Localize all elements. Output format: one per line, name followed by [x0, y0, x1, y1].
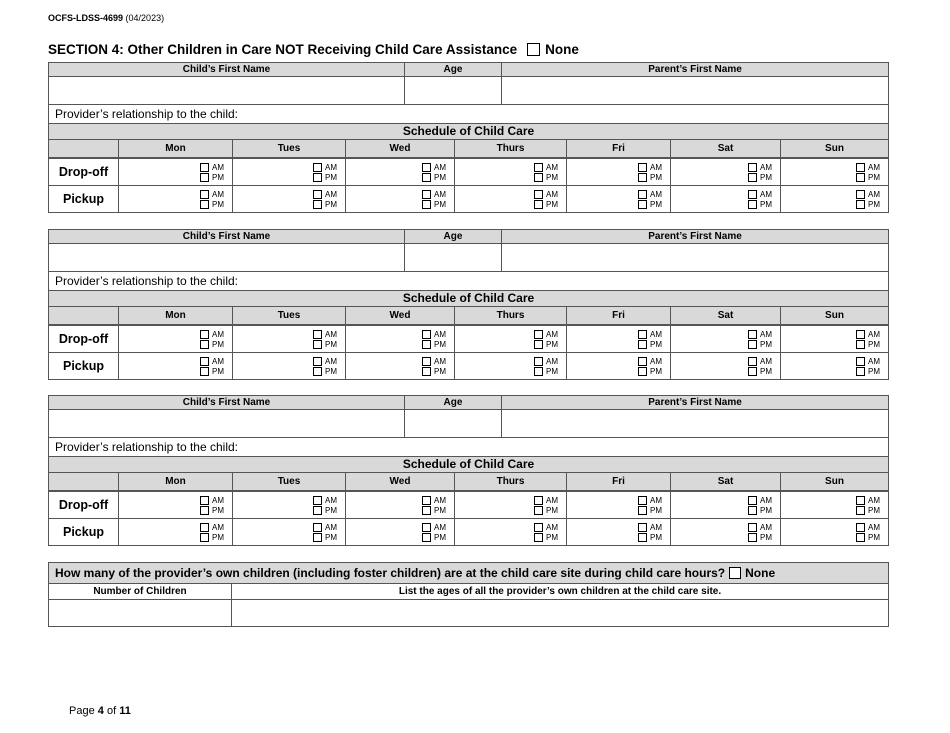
- relationship-field[interactable]: Provider’s relationship to the child:: [49, 272, 888, 291]
- day-header-sat: Sat: [671, 307, 781, 324]
- section-title: SECTION 4: Other Children in Care NOT Receiving Child Care Assistance None: [48, 42, 579, 57]
- relationship-field[interactable]: Provider’s relationship to the child:: [49, 438, 888, 457]
- dropoff-sun-am-checkbox[interactable]: [856, 496, 865, 505]
- age-header: Age: [405, 230, 502, 243]
- pickup-wed-cell: AM PM: [346, 186, 455, 212]
- day-header-wed: Wed: [346, 140, 455, 157]
- dropoff-fri-pm-checkbox[interactable]: [638, 340, 647, 349]
- pickup-mon-pm-checkbox[interactable]: [200, 367, 209, 376]
- parent-first-name-input[interactable]: [502, 77, 888, 104]
- dropoff-label: Drop-off: [49, 159, 119, 185]
- day-header-blank: [49, 307, 119, 324]
- relationship-field[interactable]: Provider’s relationship to the child:: [49, 105, 888, 124]
- day-header-thurs: Thurs: [455, 140, 567, 157]
- dropoff-tues-pm-checkbox[interactable]: [313, 506, 322, 515]
- pickup-thurs-cell: AM PM: [455, 186, 567, 212]
- pickup-label: Pickup: [49, 353, 119, 379]
- pickup-thurs-am-checkbox[interactable]: [534, 357, 543, 366]
- dropoff-fri-am-checkbox[interactable]: [638, 496, 647, 505]
- dropoff-tues-am-checkbox[interactable]: [313, 330, 322, 339]
- dropoff-tues-cell: AM PM: [233, 326, 346, 352]
- ages-input[interactable]: [232, 600, 888, 626]
- child-first-name-input[interactable]: [49, 244, 405, 271]
- pickup-label: Pickup: [49, 186, 119, 212]
- pickup-sat-pm-checkbox[interactable]: [748, 367, 757, 376]
- pickup-mon-cell: AM PM: [119, 186, 233, 212]
- dropoff-label: Drop-off: [49, 326, 119, 352]
- dropoff-sun-cell: AM PM: [781, 492, 888, 518]
- dropoff-tues-am-checkbox[interactable]: [313, 496, 322, 505]
- pickup-mon-pm-checkbox[interactable]: [200, 533, 209, 542]
- day-header-sat: Sat: [671, 473, 781, 490]
- pickup-thurs-pm-checkbox[interactable]: [534, 200, 543, 209]
- dropoff-sat-am-checkbox[interactable]: [748, 496, 757, 505]
- dropoff-thurs-am-checkbox[interactable]: [534, 330, 543, 339]
- pickup-sun-pm-checkbox[interactable]: [856, 367, 865, 376]
- pickup-sun-cell: AM PM: [781, 353, 888, 379]
- pickup-tues-cell: AM PM: [233, 353, 346, 379]
- pickup-sun-cell: AM PM: [781, 519, 888, 545]
- day-header-mon: Mon: [119, 473, 233, 490]
- child-first-name-input[interactable]: [49, 410, 405, 437]
- pickup-sun-pm-checkbox[interactable]: [856, 533, 865, 542]
- day-header-wed: Wed: [346, 307, 455, 324]
- pickup-fri-cell: AM PM: [567, 353, 671, 379]
- age-input[interactable]: [405, 244, 502, 271]
- dropoff-sat-am-checkbox[interactable]: [748, 163, 757, 172]
- pickup-label: Pickup: [49, 519, 119, 545]
- number-of-children-header: Number of Children: [49, 584, 232, 599]
- dropoff-fri-cell: AM PM: [567, 159, 671, 185]
- child-first-name-header: Child’s First Name: [49, 230, 405, 243]
- dropoff-fri-cell: AM PM: [567, 326, 671, 352]
- pickup-wed-am-checkbox[interactable]: [422, 523, 431, 532]
- child-block-3: [48, 395, 889, 546]
- day-header-wed: Wed: [346, 473, 455, 490]
- pickup-mon-cell: AM PM: [119, 519, 233, 545]
- pickup-wed-pm-checkbox[interactable]: [422, 200, 431, 209]
- pickup-tues-cell: AM PM: [233, 519, 346, 545]
- pickup-tues-am-checkbox[interactable]: [313, 190, 322, 199]
- pickup-wed-pm-checkbox[interactable]: [422, 367, 431, 376]
- day-header-mon: Mon: [119, 307, 233, 324]
- dropoff-thurs-am-checkbox[interactable]: [534, 496, 543, 505]
- dropoff-mon-am-checkbox[interactable]: [200, 330, 209, 339]
- day-header-sun: Sun: [825, 476, 844, 487]
- dropoff-sat-cell: AM PM: [671, 326, 781, 352]
- pickup-tues-am-checkbox[interactable]: [313, 523, 322, 532]
- child-first-name-input[interactable]: [49, 77, 405, 104]
- age-header: Age: [405, 63, 502, 76]
- day-header-tues: Tues: [233, 307, 346, 324]
- number-of-children-input[interactable]: [49, 600, 232, 626]
- dropoff-wed-cell: AM PM: [346, 492, 455, 518]
- dropoff-thurs-pm-checkbox[interactable]: [534, 340, 543, 349]
- page-number: Page 4 of 11: [69, 705, 131, 717]
- day-header-mon: Mon: [119, 140, 233, 157]
- pickup-sat-pm-checkbox[interactable]: [748, 533, 757, 542]
- dropoff-tues-pm-checkbox[interactable]: [313, 173, 322, 182]
- dropoff-wed-am-checkbox[interactable]: [422, 496, 431, 505]
- dropoff-tues-cell: AM PM: [233, 492, 346, 518]
- dropoff-wed-cell: AM PM: [346, 326, 455, 352]
- pickup-sat-am-checkbox[interactable]: [748, 523, 757, 532]
- schedule-title: Schedule of Child Care: [49, 124, 888, 140]
- pickup-thurs-pm-checkbox[interactable]: [534, 367, 543, 376]
- pickup-sun-pm-checkbox[interactable]: [856, 200, 865, 209]
- pickup-fri-am-checkbox[interactable]: [638, 357, 647, 366]
- pickup-thurs-cell: AM PM: [455, 353, 567, 379]
- day-header-sun: Sun: [825, 143, 844, 154]
- dropoff-sun-pm-checkbox[interactable]: [856, 173, 865, 182]
- dropoff-wed-pm-checkbox[interactable]: [422, 173, 431, 182]
- pickup-sun-am-checkbox[interactable]: [856, 190, 865, 199]
- dropoff-wed-am-checkbox[interactable]: [422, 163, 431, 172]
- day-header-blank: [49, 473, 119, 490]
- dropoff-sun-cell: AM PM: [781, 159, 888, 185]
- day-header-fri: Fri: [567, 473, 671, 490]
- dropoff-mon-cell: AM PM: [119, 326, 233, 352]
- dropoff-thurs-pm-checkbox[interactable]: [534, 506, 543, 515]
- pickup-tues-cell: AM PM: [233, 186, 346, 212]
- age-input[interactable]: [405, 410, 502, 437]
- day-header-sat: Sat: [671, 140, 781, 157]
- schedule-title: Schedule of Child Care: [49, 291, 888, 307]
- dropoff-mon-am-checkbox[interactable]: [200, 496, 209, 505]
- age-header: Age: [405, 396, 502, 409]
- pickup-mon-am-checkbox[interactable]: [200, 357, 209, 366]
- pickup-mon-am-checkbox[interactable]: [200, 190, 209, 199]
- dropoff-sun-cell: AM PM: [781, 326, 888, 352]
- dropoff-tues-am-checkbox[interactable]: [313, 163, 322, 172]
- dropoff-fri-am-checkbox[interactable]: [638, 163, 647, 172]
- dropoff-sat-pm-checkbox[interactable]: [748, 340, 757, 349]
- own-children-table: [48, 562, 889, 627]
- dropoff-fri-pm-checkbox[interactable]: [638, 506, 647, 515]
- child-block-2: [48, 229, 889, 380]
- pickup-tues-am-checkbox[interactable]: [313, 357, 322, 366]
- dropoff-wed-am-checkbox[interactable]: [422, 330, 431, 339]
- dropoff-fri-cell: AM PM: [567, 492, 671, 518]
- pickup-wed-cell: AM PM: [346, 353, 455, 379]
- ages-header: List the ages of all the provider’s own children at the child care site.: [398, 586, 722, 597]
- pickup-fri-cell: AM PM: [567, 186, 671, 212]
- dropoff-fri-am-checkbox[interactable]: [638, 330, 647, 339]
- dropoff-mon-cell: AM PM: [119, 492, 233, 518]
- pickup-fri-pm-checkbox[interactable]: [638, 367, 647, 376]
- pickup-sun-am-checkbox[interactable]: [856, 523, 865, 532]
- pickup-mon-am-checkbox[interactable]: [200, 523, 209, 532]
- pickup-fri-am-checkbox[interactable]: [638, 523, 647, 532]
- dropoff-label: Drop-off: [49, 492, 119, 518]
- day-header-blank: [49, 140, 119, 157]
- day-header-fri: Fri: [567, 140, 671, 157]
- pickup-thurs-cell: AM PM: [455, 519, 567, 545]
- schedule-title: Schedule of Child Care: [49, 457, 888, 473]
- dropoff-tues-cell: AM PM: [233, 159, 346, 185]
- child-block-1: [48, 62, 889, 213]
- child-first-name-header: Child’s First Name: [49, 396, 405, 409]
- dropoff-mon-pm-checkbox[interactable]: [200, 506, 209, 515]
- dropoff-sun-am-checkbox[interactable]: [856, 163, 865, 172]
- pickup-thurs-am-checkbox[interactable]: [534, 190, 543, 199]
- pickup-thurs-am-checkbox[interactable]: [534, 523, 543, 532]
- pickup-wed-am-checkbox[interactable]: [422, 357, 431, 366]
- pickup-tues-pm-checkbox[interactable]: [313, 200, 322, 209]
- pickup-sat-cell: AM PM: [671, 186, 781, 212]
- dropoff-mon-am-checkbox[interactable]: [200, 163, 209, 172]
- parent-first-name-header: Parent’s First Name: [648, 64, 742, 75]
- dropoff-wed-pm-checkbox[interactable]: [422, 340, 431, 349]
- parent-first-name-header: Parent’s First Name: [648, 231, 742, 242]
- pickup-sat-pm-checkbox[interactable]: [748, 200, 757, 209]
- dropoff-wed-cell: AM PM: [346, 159, 455, 185]
- pickup-mon-cell: AM PM: [119, 353, 233, 379]
- dropoff-thurs-cell: AM PM: [455, 326, 567, 352]
- dropoff-mon-pm-checkbox[interactable]: [200, 173, 209, 182]
- day-header-thurs: Thurs: [455, 473, 567, 490]
- pickup-wed-pm-checkbox[interactable]: [422, 533, 431, 542]
- dropoff-thurs-am-checkbox[interactable]: [534, 163, 543, 172]
- dropoff-sun-am-checkbox[interactable]: [856, 330, 865, 339]
- parent-first-name-input[interactable]: [502, 410, 888, 437]
- parent-first-name-input[interactable]: [502, 244, 888, 271]
- dropoff-sat-pm-checkbox[interactable]: [748, 173, 757, 182]
- pickup-sun-cell: AM PM: [781, 186, 888, 212]
- dropoff-mon-cell: AM PM: [119, 159, 233, 185]
- dropoff-sat-am-checkbox[interactable]: [748, 330, 757, 339]
- pickup-tues-pm-checkbox[interactable]: [313, 367, 322, 376]
- pickup-sat-am-checkbox[interactable]: [748, 190, 757, 199]
- dropoff-thurs-pm-checkbox[interactable]: [534, 173, 543, 182]
- pickup-fri-pm-checkbox[interactable]: [638, 533, 647, 542]
- dropoff-mon-pm-checkbox[interactable]: [200, 340, 209, 349]
- own-children-none-checkbox[interactable]: [729, 567, 741, 579]
- dropoff-sat-cell: AM PM: [671, 159, 781, 185]
- day-header-sun: Sun: [825, 310, 844, 321]
- pickup-fri-cell: AM PM: [567, 519, 671, 545]
- pickup-tues-pm-checkbox[interactable]: [313, 533, 322, 542]
- day-header-thurs: Thurs: [455, 307, 567, 324]
- dropoff-fri-pm-checkbox[interactable]: [638, 173, 647, 182]
- dropoff-sun-pm-checkbox[interactable]: [856, 506, 865, 515]
- pickup-fri-am-checkbox[interactable]: [638, 190, 647, 199]
- age-input[interactable]: [405, 77, 502, 104]
- parent-first-name-header: Parent’s First Name: [648, 397, 742, 408]
- dropoff-sun-pm-checkbox[interactable]: [856, 340, 865, 349]
- pickup-mon-pm-checkbox[interactable]: [200, 200, 209, 209]
- pickup-sat-am-checkbox[interactable]: [748, 357, 757, 366]
- pickup-sun-am-checkbox[interactable]: [856, 357, 865, 366]
- dropoff-tues-pm-checkbox[interactable]: [313, 340, 322, 349]
- dropoff-sat-pm-checkbox[interactable]: [748, 506, 757, 515]
- own-children-question: How many of the provider’s own children (including foster children) are at the child care site during child care hours? None: [49, 563, 888, 584]
- dropoff-thurs-cell: AM PM: [455, 492, 567, 518]
- dropoff-sat-cell: AM PM: [671, 492, 781, 518]
- pickup-wed-cell: AM PM: [346, 519, 455, 545]
- day-header-tues: Tues: [233, 140, 346, 157]
- pickup-fri-pm-checkbox[interactable]: [638, 200, 647, 209]
- section-none-checkbox[interactable]: [527, 43, 540, 56]
- day-header-fri: Fri: [567, 307, 671, 324]
- pickup-thurs-pm-checkbox[interactable]: [534, 533, 543, 542]
- pickup-sat-cell: AM PM: [671, 519, 781, 545]
- child-first-name-header: Child’s First Name: [49, 63, 405, 76]
- pickup-wed-am-checkbox[interactable]: [422, 190, 431, 199]
- day-header-tues: Tues: [233, 473, 346, 490]
- form-id: OCFS-LDSS-4699 (04/2023): [48, 13, 165, 23]
- dropoff-wed-pm-checkbox[interactable]: [422, 506, 431, 515]
- dropoff-thurs-cell: AM PM: [455, 159, 567, 185]
- pickup-sat-cell: AM PM: [671, 353, 781, 379]
